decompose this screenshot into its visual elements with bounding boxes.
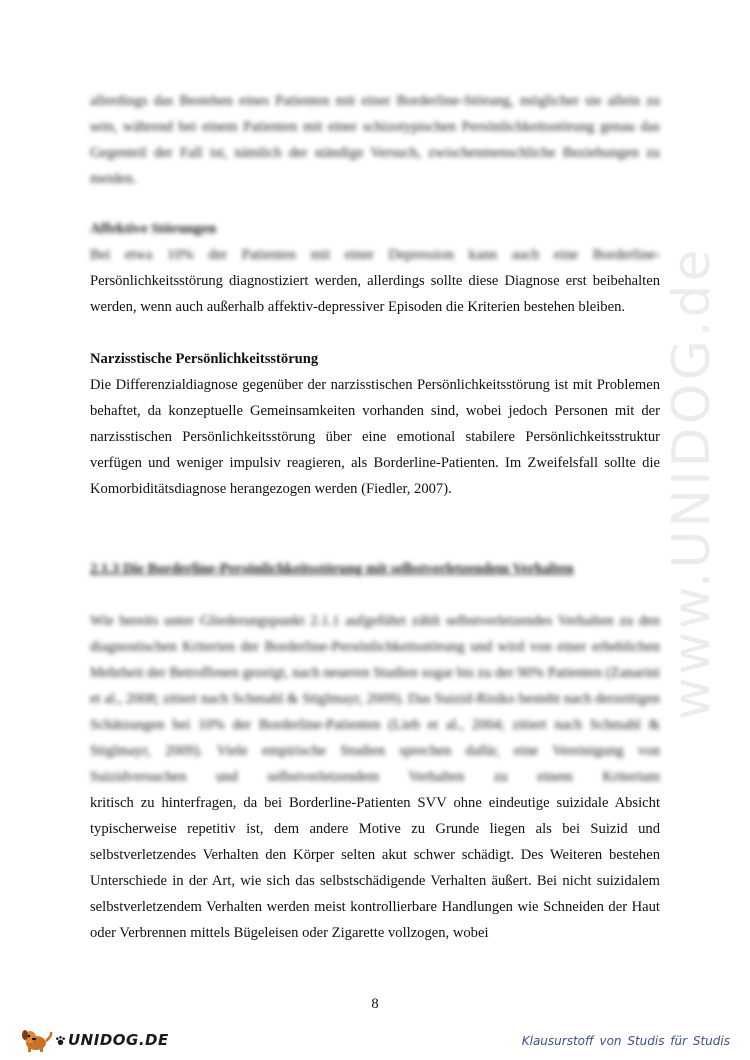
watermark: www.UNIDOG.de: [662, 246, 722, 720]
paw-icon: [55, 1035, 66, 1046]
section-affektive: [90, 216, 660, 320]
footer-tagline: Klausurstoff von Studis für Studis: [521, 1034, 730, 1048]
page-number: 8: [371, 996, 379, 1012]
section-213: [90, 556, 660, 582]
section-213-body: [90, 608, 660, 946]
intro-blurred-text: allerdings das Bestehen eines Patienten mit einer Borderline-Störung, möglicher sie allein zu sein, während bei einem Patienten mit einer schizotypischen Persönlichkeitsstörung genau das Gegenteil der Fall ist, nämlich der ständige Versuch, zwischenmenschliche Beziehungen zu meiden.: [90, 93, 660, 187]
narz-text: Die Differenzialdiagnose gegenüber der narzisstischen Persönlichkeitsstörung ist mit Problemen behaftet, da konzeptuelle Gemeinsamkeiten vorhanden sind, wobei jedoch Personen mit der narzisstischen Persönlichkeitsstörung über eine emotional stabilere Persönlichkeitsstruktur verfügen und weniger impulsiv reagieren, als Borderline-Patienten. Im Zweifelsfall sollte die Komorbiditätsdiagnose herangezogen werden (Fiedler, 2007).: [90, 377, 660, 497]
dog-icon: [20, 1028, 54, 1052]
affektive-heading: Affektive Störungen: [90, 221, 217, 237]
affektive-text: Persönlichkeitsstörung diagnostiziert werden, allerdings sollte diese Diagnose erst beibehalten werden, wenn auch außerhalb affektiv-depressiver Episoden die Kriterien bestehen bleiben.: [90, 273, 660, 315]
section-title: 2.1.3 Die Borderline-Persönlichkeitsstörung mit selbstverletzendem Verhalten: [90, 561, 574, 577]
intro-paragraph: [90, 88, 660, 192]
section-narzisstische: [90, 346, 660, 502]
unidog-logo: [20, 1028, 169, 1052]
section-blurred-text: Wie bereits unter Gliederungspunkt 2.1.1 aufgeführt zählt selbstverletzendes Verhalten zu den diagnostischen Kriterien der Borderline-Persönlichkeitsstörung und wird von einer erheblichen Mehrheit der Betroffenen gezeigt, nach neueren Studien sogar bis zu der 90% Patienten (Zanarini et al., 2008; zitiert nach Schmahl & Stiglmayr, 2009). Das Suizid-Risiko besteht nach derzeitigen Schätzungen bei 10% der Borderline-Patienten (Lieb et al., 2004; zitiert nach Schmahl & Stiglmayr, 2009). Viele empirische Studien sprechen dafür, eine Vereinigung von Suizidversuchen und selbstverletzendem Verhalten zu einem Kriterium: [90, 613, 660, 785]
section-text: kritisch zu hinterfragen, da bei Borderline-Patienten SVV ohne eindeutige suizidale Absicht typischerweise repetitiv ist, dem andere Motive zu Grunde liegen als bei Suizid und selbstverletzendes Verhalten den Körper selten akut schwer schädigt. Des Weiteren bestehen Unterschiede in der Art, wie sich das selbstschädigende Verhalten äußert. Bei nicht suizidalem selbstverletzendem Verhalten werden meist kontrollierbare Handlungen wie Schneiden der Haut oder Verbrennen mittels Bügeleisen oder Zigarette vollzogen, wobei: [90, 795, 660, 941]
affektive-blurred-line: Bei etwa 10% der Patienten mit einer Depression kann auch eine Borderline-: [90, 247, 660, 263]
narz-heading: Narzisstische Persönlichkeitsstörung: [90, 351, 319, 367]
logo-text: UNIDOG.DE: [68, 1031, 169, 1049]
